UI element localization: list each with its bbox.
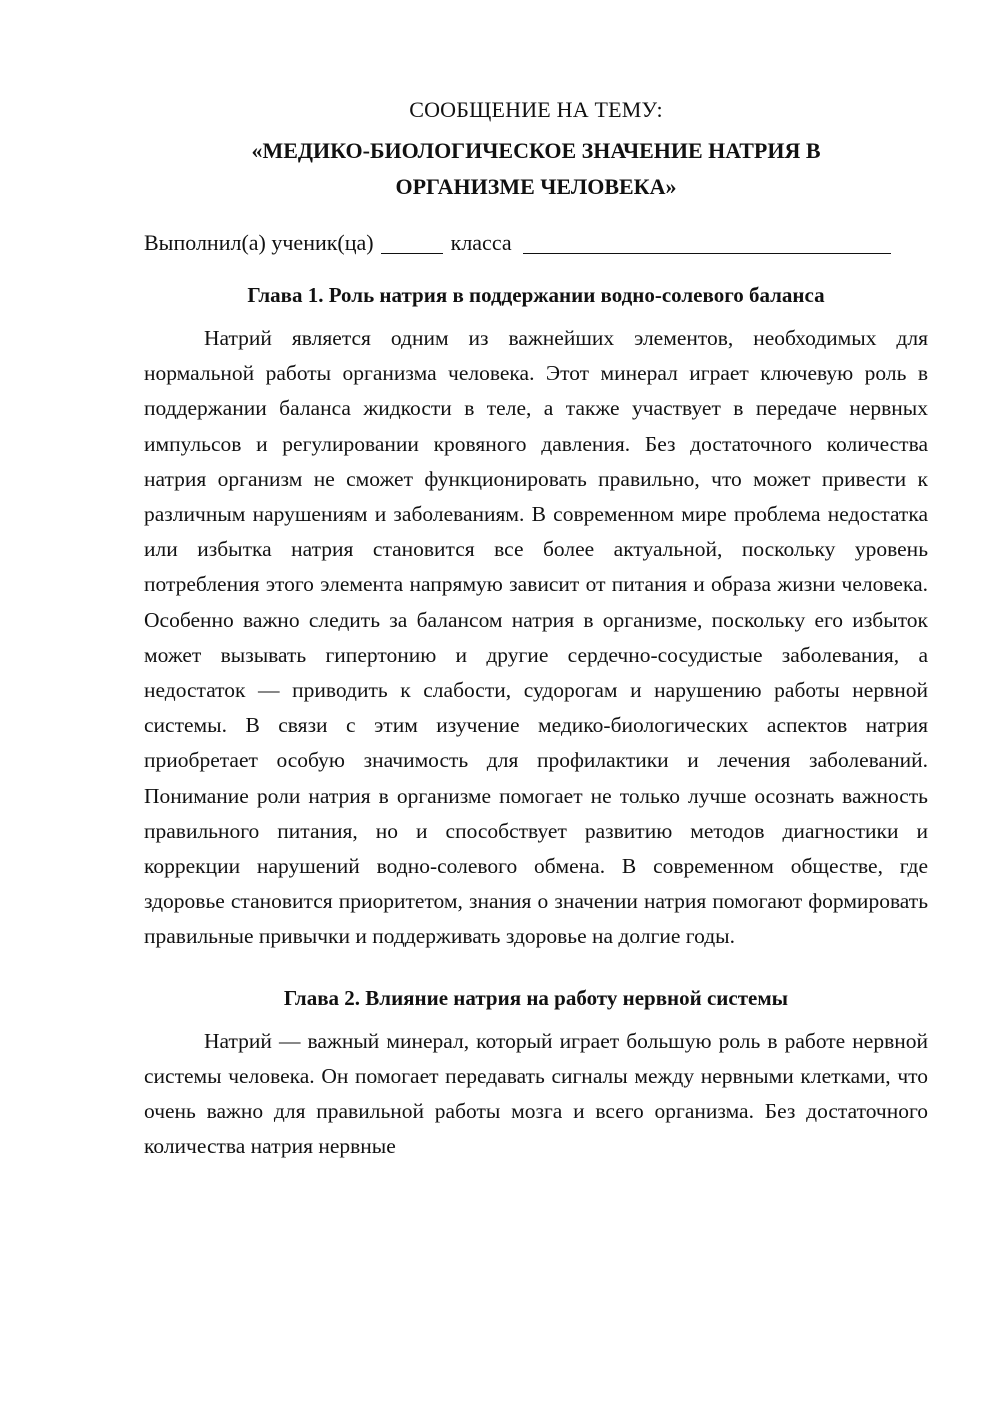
chapter-2-text: Натрий — важный минерал, который играет большую роль в работе нервной системы человека. Он помогает передавать сигналы между нервными клетками, что очень важно для правильной работы мозга и всего организма. Без достаточного количества натрия нервные <box>144 1028 928 1159</box>
document-header: СООБЩЕНИЕ НА ТЕМУ: <box>409 97 663 122</box>
chapter-1-title: Глава 1. Роль натрия в поддержании водно-солевого баланса <box>247 283 825 307</box>
document-page <box>144 94 928 1164</box>
author-line <box>144 227 928 258</box>
author-class-label: класса <box>450 230 512 255</box>
chapter-2-title: Глава 2. Влияние натрия на работу нервной системы <box>283 985 789 1010</box>
class-number-blank <box>381 233 443 254</box>
document-title: «МЕДИКО-БИОЛОГИЧЕСКОЕ ЗНАЧЕНИЕ НАТРИЯ В ОРГАНИЗМЕ ЧЕЛОВЕКА» <box>251 138 821 199</box>
chapter-1-text: Натрий является одним из важнейших элементов, необходимых для нормальной работы организма человека. Этот минерал играет ключевую роль в поддержании баланса жидкости в теле, а также участвует в передаче нервных импульсов и регулировании кровяного давления. Без достаточного количества натрия организм не сможет функционировать правильно, что может привести к различным нарушениям и заболеваниям. В современном мире проблема недостатка или избытка натрия становится все более актуальной, поскольку уровень потребления этого элемента напрямую зависит от питания и образа жизни человека. Особенно важно следить за балансом натрия в организме, поскольку его избыток может вызывать гипертонию и другие сердечно-сосудистые заболевания, а недостаток — приводить к слабости, судорогам и нарушению работы нервной системы. В связи с этим изучение медико-биологических аспектов натрия приобретает особую значимость для профилактики и лечения заболеваний. Понимание роли натрия в организме помогает не только лучше осознать важность правильного питания, но и способствует развитию методов диагностики и коррекции нарушений водно-солевого обмена. В современном обществе, где здоровье становится приоритетом, знания о значении натрия помогают формировать правильные привычки и поддерживать здоровье на долгие годы. <box>144 326 928 949</box>
author-prefix: Выполнил(а) ученик(ца) <box>144 230 374 255</box>
student-name-blank <box>523 233 891 254</box>
